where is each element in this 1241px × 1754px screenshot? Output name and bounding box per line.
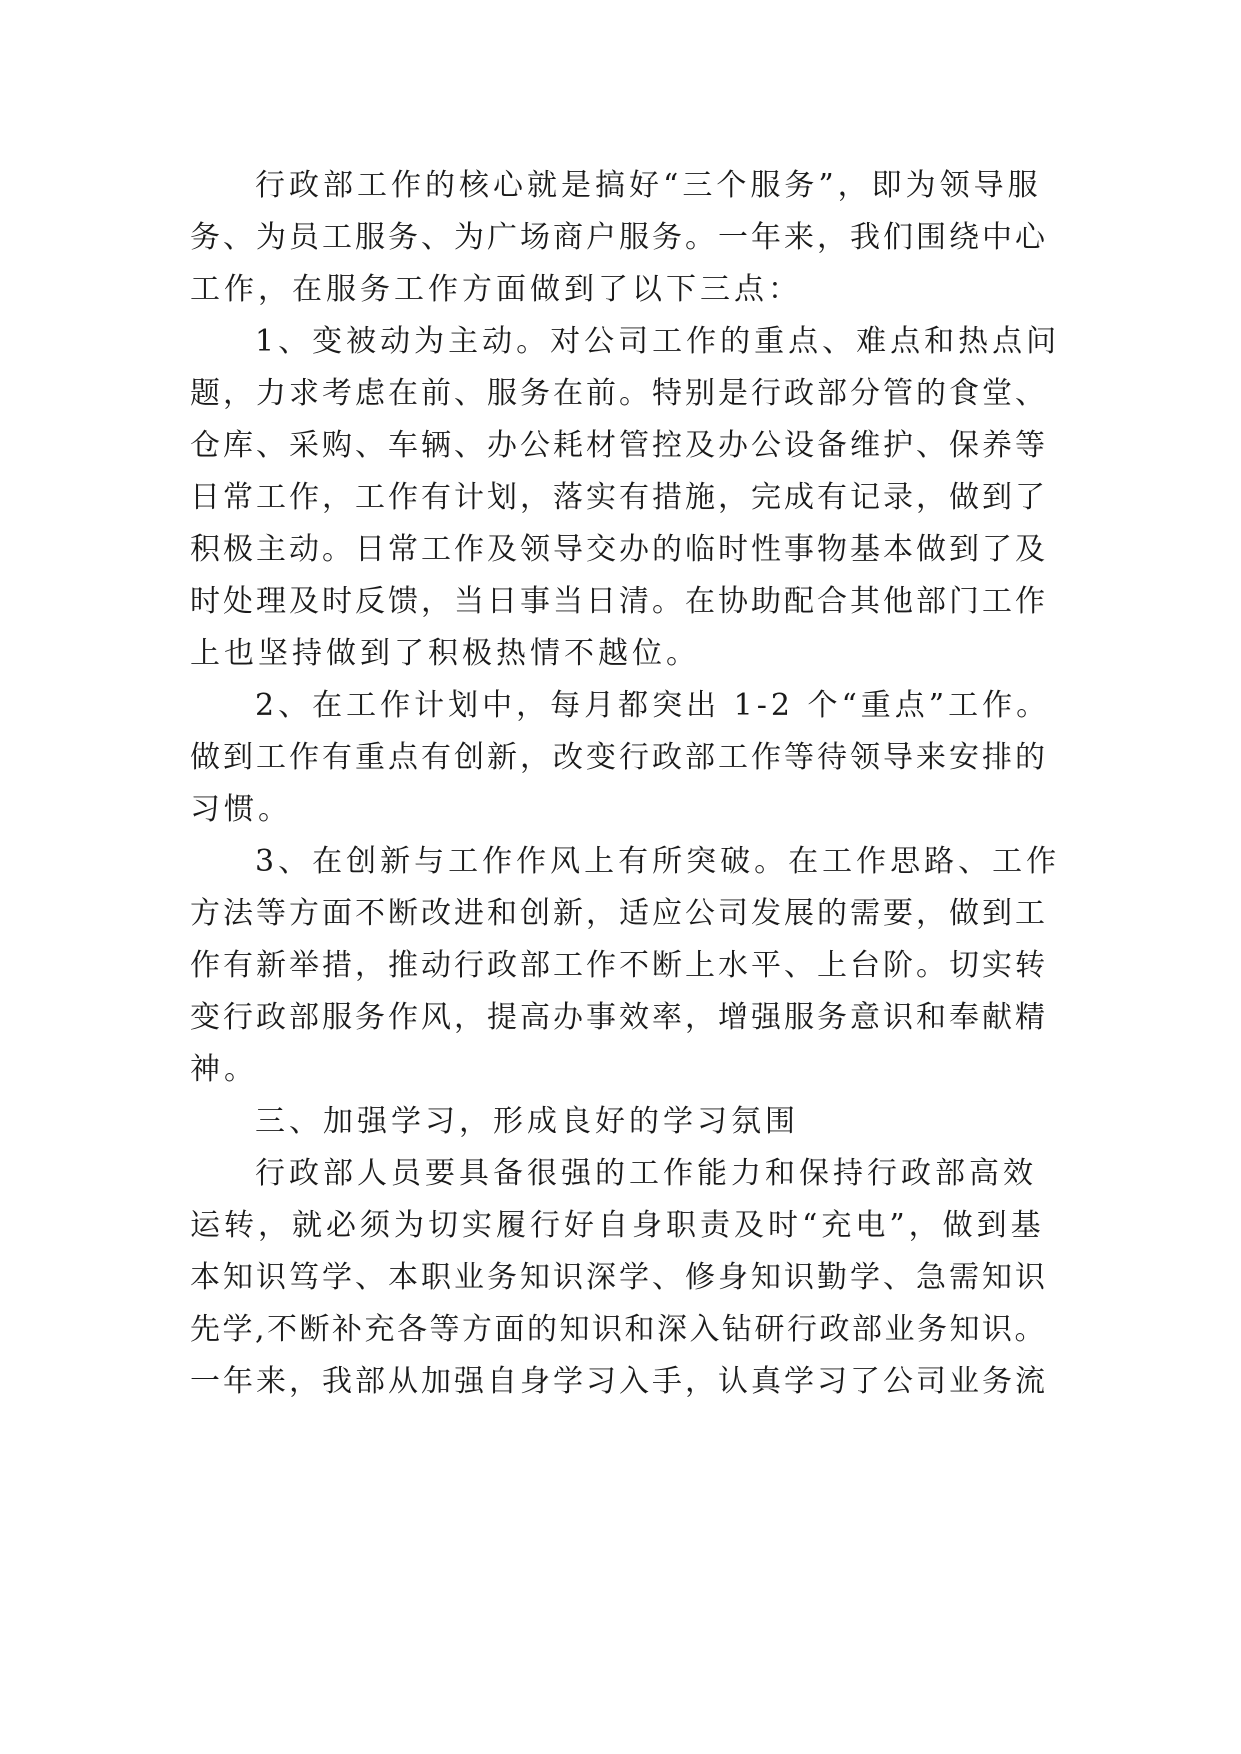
- text-line: 时处理及时反馈，当日事当日清。在协助配合其他部门工作: [190, 584, 1048, 619]
- text-line: 先学,不断补充各等方面的知识和深入钻研行政部业务知识。: [190, 1312, 1048, 1347]
- text-line: 题，力求考虑在前、服务在前。特别是行政部分管的食堂、: [190, 376, 1048, 411]
- text-line: 行政部人员要具备很强的工作能力和保持行政部高效: [255, 1156, 1037, 1191]
- text-line: 行政部工作的核心就是搞好“三个服务”，即为领导服: [255, 168, 1042, 203]
- text-line: 神。: [190, 1052, 258, 1087]
- text-line: 积极主动。日常工作及领导交办的临时性事物基本做到了及: [190, 532, 1048, 567]
- text-line: 仓库、采购、车辆、办公耗材管控及办公设备维护、保养等: [190, 428, 1048, 463]
- text-line: 工作，在服务工作方面做到了以下三点：: [190, 272, 802, 307]
- text-line: 习惯。: [190, 792, 292, 827]
- text-line: 变行政部服务作风，提高办事效率，增强服务意识和奉献精: [190, 1000, 1048, 1035]
- text-line: 做到工作有重点有创新，改变行政部工作等待领导来安排的: [190, 740, 1048, 775]
- text-line: 日常工作，工作有计划，落实有措施，完成有记录，做到了: [190, 480, 1048, 515]
- text-line: 上也坚持做到了积极热情不越位。: [190, 636, 700, 671]
- text-line: 方法等方面不断改进和创新，适应公司发展的需要，做到工: [190, 896, 1048, 931]
- text-line: 3、在创新与工作作风上有所突破。在工作思路、工作: [255, 844, 1061, 879]
- text-line: 一年来，我部从加强自身学习入手，认真学习了公司业务流: [190, 1364, 1048, 1399]
- section-heading: 三、加强学习，形成良好的学习氛围: [255, 1104, 799, 1139]
- text-line: 运转，就必须为切实履行好自身职责及时“充电”，做到基: [190, 1208, 1045, 1243]
- text-line: 务、为员工服务、为广场商户服务。一年来，我们围绕中心: [190, 220, 1048, 255]
- text-line: 作有新举措，推动行政部工作不断上水平、上台阶。切实转: [190, 948, 1048, 983]
- text-line: 2、在工作计划中，每月都突出 1-2 个“重点”工作。: [255, 688, 1051, 723]
- text-line: 本知识笃学、本职业务知识深学、修身知识勤学、急需知识: [190, 1260, 1048, 1295]
- text-line: 1、变被动为主动。对公司工作的重点、难点和热点问: [255, 324, 1061, 359]
